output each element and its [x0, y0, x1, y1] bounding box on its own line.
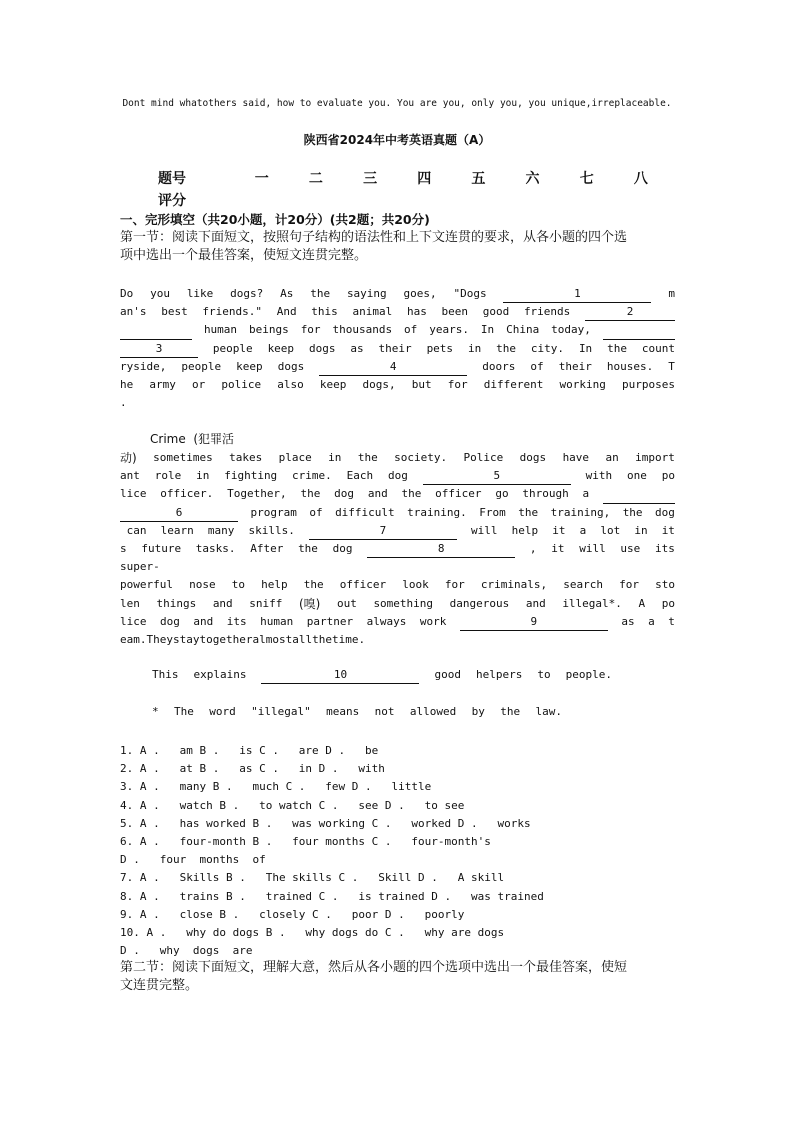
- score-label-number: 题号: [158, 171, 186, 187]
- passage-line: [120, 576, 675, 594]
- passage-word: have: [562, 451, 590, 464]
- score-col-1: 一: [254, 171, 269, 187]
- passage-word: human: [260, 614, 294, 628]
- passage-word: helpers: [475, 668, 523, 681]
- passage-word: officer.: [160, 487, 214, 501]
- passage-word: dogs,: [362, 377, 396, 391]
- option-line: 7. A . Skills B . The skills C . Skill D . A skill: [120, 871, 505, 885]
- passage-word: po: [661, 469, 675, 483]
- option-line: 9. A . close B . closely C . poor D . poorly: [120, 907, 465, 921]
- passage-word: super-: [120, 560, 160, 574]
- passage-word: like: [186, 287, 214, 300]
- passage-word: city.: [530, 341, 565, 355]
- score-col-7: 七: [579, 171, 594, 187]
- passage-word: or: [192, 377, 206, 391]
- passage-word: and: [212, 596, 233, 610]
- passage-word: in: [467, 341, 482, 355]
- passage-word: a: [582, 487, 590, 501]
- passage-word: the: [310, 287, 331, 300]
- passage-word: tasks.: [195, 541, 236, 555]
- passage-word: and: [525, 596, 546, 610]
- passage-word: program: [250, 505, 297, 519]
- passage-word: ,: [529, 541, 537, 555]
- passage-word: m: [668, 287, 675, 300]
- passage-word: "illegal": [251, 705, 311, 718]
- passage-word: the: [622, 505, 643, 519]
- passage-word: things: [156, 596, 197, 610]
- passage-line: [120, 285, 675, 303]
- passage-word: dog: [388, 469, 408, 483]
- passage-line: [152, 703, 562, 721]
- passage-word: beings: [249, 323, 289, 337]
- passage-word: Together,: [227, 487, 287, 501]
- passage-word: A: [638, 596, 646, 610]
- passage-word: Do: [120, 287, 134, 300]
- answer-blank[interactable]: [603, 321, 675, 339]
- passage-word: doors: [482, 359, 516, 373]
- passage-footnote: [152, 703, 562, 721]
- passage-word: animal: [352, 305, 393, 319]
- section1-part1-instruction: [120, 229, 680, 265]
- passage-word: sniff: [249, 596, 283, 610]
- passage-line: [120, 321, 675, 339]
- passage-word: illegal*.: [562, 596, 622, 610]
- passage-word: dog: [332, 541, 353, 555]
- passage-word: go: [495, 487, 509, 501]
- passage-word: explains: [193, 668, 247, 681]
- passage-line: [120, 376, 675, 394]
- passage-word: future: [141, 541, 182, 555]
- option-line: 1. A . am B . is C . are D . be: [120, 744, 379, 757]
- passage-word: in: [196, 469, 210, 483]
- option-line: 3. A . many B . much C . few D . little: [120, 780, 432, 794]
- passage-word: the: [300, 487, 321, 501]
- passage-word: friends: [523, 305, 571, 319]
- score-col-4: 四: [417, 171, 432, 187]
- passage-word: an: [605, 451, 619, 464]
- option-line: 4. A . watch B . to watch C . see D . to see: [120, 798, 465, 812]
- passage-word: different: [483, 377, 544, 391]
- passage-word: as: [350, 341, 364, 355]
- passage-word: search: [563, 578, 603, 592]
- passage-word: the: [496, 341, 516, 355]
- passage-word: saying: [346, 287, 387, 300]
- passage-word: the: [303, 578, 324, 592]
- passage-line: [120, 467, 675, 485]
- passage-word: all: [292, 632, 313, 646]
- passage-word: the: [518, 505, 539, 519]
- answer-blank[interactable]: 5: [423, 467, 571, 485]
- passage-word: keep: [319, 377, 347, 391]
- passage-word: of: [530, 359, 544, 373]
- passage-word: allowed: [409, 705, 457, 718]
- score-row-header: [158, 167, 668, 189]
- answer-blank[interactable]: 3: [120, 340, 198, 358]
- passage-word: count: [641, 341, 675, 355]
- passage-word: good: [434, 668, 461, 681]
- instruction-line: 文连贯完整。: [120, 978, 199, 993]
- option-line: 6. A . four-month B . four months C . four-month's: [120, 834, 491, 848]
- passage-word: Each: [346, 469, 374, 483]
- passage-word: *: [152, 705, 159, 718]
- passage-word: of: [404, 323, 418, 337]
- passage-word: for: [447, 377, 468, 391]
- passage-word: training,: [550, 505, 611, 519]
- passage-word: something: [373, 596, 434, 610]
- passage-word: keep: [236, 359, 263, 373]
- passage-word: import: [635, 451, 675, 464]
- answer-blank[interactable]: 6: [120, 504, 238, 522]
- passage-word: purposes: [621, 377, 675, 391]
- passage-paragraph-3: [152, 666, 612, 684]
- passage-word: through: [522, 487, 569, 501]
- option-line: 10. A . why do dogs B . why dogs do C . why are dogs: [120, 925, 505, 939]
- passage-word: T: [668, 359, 675, 373]
- passage-word: dogs: [519, 451, 547, 464]
- answer-blank[interactable]: 10: [261, 666, 419, 684]
- passage-word: people: [212, 341, 253, 355]
- passage-word: s: [120, 541, 127, 555]
- section1-part2-instruction: [120, 959, 680, 995]
- passage-word: work: [419, 614, 447, 628]
- passage-line: [120, 522, 675, 540]
- passage-word: its: [654, 541, 675, 555]
- passage-word: he: [120, 377, 134, 391]
- passage-word: goes,: [403, 287, 437, 300]
- passage-word: been: [441, 305, 469, 319]
- passage-word: for: [300, 323, 321, 337]
- passage-word: to: [231, 578, 245, 592]
- passage-word: Police: [463, 451, 504, 464]
- passage-word: a: [648, 614, 655, 628]
- passage-word: difficult: [335, 505, 395, 519]
- passage-word: look: [402, 578, 429, 592]
- passage-word: dog: [334, 487, 355, 501]
- passage-word: lot: [600, 523, 621, 537]
- answer-blank[interactable]: [120, 321, 192, 339]
- passage-word: friends.": [202, 305, 263, 319]
- passage-word: law.: [535, 705, 562, 718]
- passage-word: the: [607, 341, 627, 355]
- passage-line: [120, 303, 675, 321]
- passage-word: officer: [339, 578, 387, 592]
- passage-word: the: [401, 487, 422, 501]
- passage-word: And: [276, 305, 297, 319]
- passage-word: This: [152, 668, 179, 681]
- instruction-line: 项中选出一个最佳答案，使短文连贯完整。: [120, 248, 368, 263]
- passage-word: dog: [160, 614, 180, 628]
- passage-word: partner: [306, 614, 354, 628]
- passage-word: use: [620, 541, 641, 555]
- passage-word: almost: [252, 632, 293, 646]
- passage-word: ryside,: [120, 359, 167, 373]
- option-line: 2. A . at B . as C . in D . with: [120, 762, 385, 776]
- passage-word: help: [261, 578, 288, 592]
- passage-word: you: [150, 287, 170, 300]
- passage-word: many: [207, 523, 235, 537]
- score-row-score: [158, 189, 668, 211]
- passage-line: [120, 340, 675, 358]
- answer-blank[interactable]: 1: [503, 285, 651, 303]
- passage-line: [120, 558, 675, 576]
- passage-word: people: [181, 359, 222, 373]
- passage-word: good: [482, 305, 510, 319]
- answer-options: [120, 742, 544, 960]
- passage-word: not: [374, 705, 395, 718]
- passage-line: [120, 358, 675, 376]
- passage-line: [120, 540, 675, 558]
- answer-blank[interactable]: 4: [319, 358, 467, 376]
- passage-word: always: [366, 614, 407, 628]
- passage-word: time.: [331, 632, 366, 646]
- passage-word: learn: [160, 523, 194, 537]
- passage-line: [120, 449, 675, 467]
- option-line: D . why dogs are: [120, 944, 253, 958]
- passage-word: the: [312, 632, 332, 646]
- passage-word: army: [149, 377, 176, 391]
- answer-blank[interactable]: [603, 485, 675, 503]
- passage-word: this: [311, 305, 338, 319]
- passage-line: [120, 595, 675, 613]
- answer-blank[interactable]: 8: [367, 540, 515, 558]
- answer-blank[interactable]: 2: [585, 303, 675, 321]
- passage-word: the: [500, 705, 521, 718]
- header-motto: Dont mind whatothers said, how to evaluate you. You are you, only you, you unique,irreplaceable.: [122, 98, 672, 109]
- passage-word: best: [161, 305, 188, 319]
- passage-word: lice: [120, 487, 147, 501]
- passage-word: has: [406, 305, 427, 319]
- passage-word: criminals,: [480, 578, 548, 592]
- option-line: 8. A . trains B . trained C . is trained D . was trained: [120, 889, 544, 903]
- passage-word: together: [199, 632, 253, 646]
- passage-word: it: [551, 541, 565, 555]
- passage-word: officer: [435, 487, 482, 501]
- passage-word: by: [471, 705, 485, 718]
- score-table: [158, 167, 668, 211]
- passage-word: people.: [565, 668, 612, 681]
- passage-word: dogs: [277, 359, 305, 373]
- passage-word: dogs: [308, 341, 336, 355]
- passage-line: [120, 504, 675, 522]
- passage-word: (嗅): [299, 596, 321, 611]
- passage-word: it: [661, 523, 675, 537]
- passage-word: training.: [407, 505, 467, 519]
- passage-word: its: [226, 614, 247, 628]
- passage-word: can: [120, 523, 147, 537]
- score-col-8: 八: [633, 171, 648, 187]
- passage-line: Crime (犯罪活: [150, 432, 235, 446]
- page-title: 陕西省2024年中考英语真题（A）: [303, 133, 491, 147]
- section1-heading: 一、完形填空（共20小题，计20分）(共2题；共20分): [120, 212, 430, 227]
- passage-line: [152, 666, 612, 684]
- passage-word: their: [558, 359, 592, 373]
- passage-word: crime.: [292, 469, 332, 483]
- passage-word: houses.: [606, 359, 654, 373]
- passage-word: in: [634, 523, 648, 537]
- passage-word: len: [120, 596, 140, 610]
- passage-word: means: [326, 705, 360, 718]
- passage-word: police: [221, 377, 262, 391]
- passage-word: an's: [120, 305, 147, 319]
- passage-word: out: [336, 596, 357, 610]
- passage-word: help: [511, 523, 539, 537]
- passage-word: nose: [189, 578, 216, 592]
- score-label-score: 评分: [158, 193, 186, 209]
- passage-word: the: [357, 451, 378, 464]
- passage-word: "Dogs: [453, 287, 487, 300]
- passage-word: After: [250, 541, 284, 555]
- score-col-6: 六: [525, 171, 540, 187]
- score-col-5: 五: [471, 171, 486, 187]
- passage-word: of: [309, 505, 323, 519]
- passage-paragraph-2-start: [150, 430, 350, 448]
- passage-word: dogs?: [230, 287, 264, 300]
- score-col-3: 三: [363, 171, 378, 187]
- instruction-line: 第一节：阅读下面短文，按照句子结构的语法性和上下文连贯的要求，从各小题的四个选: [120, 230, 628, 245]
- passage-word: They: [146, 632, 173, 646]
- passage-word: place: [278, 451, 312, 464]
- passage-paragraph-2: [120, 449, 675, 649]
- passage-word: lice: [120, 614, 147, 628]
- passage-word: years.: [429, 323, 469, 337]
- passage-word: keep: [267, 341, 295, 355]
- passage-word: with: [585, 469, 613, 483]
- passage-word: sto: [655, 578, 675, 592]
- passage-line: [120, 613, 675, 631]
- passage-word: skills.: [248, 523, 295, 537]
- passage-word: From: [479, 505, 506, 519]
- passage-word: eam.: [120, 632, 147, 646]
- passage-paragraph-1: [120, 285, 675, 412]
- option-line: D . four months of: [120, 853, 266, 867]
- passage-word: their: [378, 341, 412, 355]
- passage-word: In: [578, 341, 593, 355]
- option-line: 5. A . has worked B . was working C . worked D . works: [120, 816, 531, 830]
- passage-word: word: [209, 705, 236, 718]
- instruction-line: 第二节：阅读下面短文，理解大意，然后从各小题的四个选项中选出一个最佳答案，使短: [120, 960, 628, 975]
- passage-word: today,: [551, 323, 591, 337]
- passage-word: The: [174, 705, 194, 718]
- passage-word: the: [298, 541, 318, 555]
- passage-word: po: [661, 596, 675, 610]
- passage-word: will: [579, 541, 606, 555]
- passage-line: [120, 485, 675, 503]
- passage-word: for: [619, 578, 639, 592]
- passage-word: a: [579, 523, 587, 537]
- passage-word: As: [280, 287, 294, 300]
- passage-word: 动): [120, 451, 137, 465]
- passage-word: China: [506, 323, 540, 337]
- passage-word: In: [480, 323, 495, 337]
- passage-word: role: [154, 469, 182, 483]
- passage-word: to: [537, 668, 551, 681]
- passage-word: in: [328, 451, 342, 464]
- passage-word: powerful: [120, 578, 173, 592]
- passage-word: will: [471, 523, 498, 537]
- passage-word: and: [193, 614, 214, 628]
- passage-word: fighting: [224, 469, 278, 483]
- passage-line: [120, 631, 675, 649]
- passage-word: t: [668, 614, 675, 628]
- passage-word: sometimes: [153, 451, 213, 464]
- passage-word: also: [277, 377, 304, 391]
- score-col-2: 二: [308, 171, 323, 187]
- answer-blank[interactable]: 7: [309, 522, 457, 540]
- passage-word: but: [411, 377, 432, 391]
- passage-word: dangerous: [449, 596, 510, 610]
- passage-word: for: [444, 578, 465, 592]
- passage-word: thousands: [332, 323, 393, 337]
- passage-word: as: [621, 614, 635, 628]
- passage-word: society.: [394, 451, 448, 464]
- passage-word: dog: [655, 505, 675, 519]
- passage-word: .: [120, 396, 127, 410]
- passage-word: stay: [173, 632, 200, 646]
- passage-word: human: [203, 323, 238, 337]
- passage-line: [120, 394, 675, 412]
- passage-word: one: [626, 469, 647, 483]
- answer-blank[interactable]: 9: [460, 613, 608, 631]
- passage-word: takes: [229, 451, 263, 464]
- passage-word: it: [552, 523, 566, 537]
- passage-word: pets: [426, 341, 454, 355]
- passage-word: working: [559, 377, 606, 391]
- passage-word: and: [367, 487, 388, 501]
- passage-word: ant: [120, 469, 140, 483]
